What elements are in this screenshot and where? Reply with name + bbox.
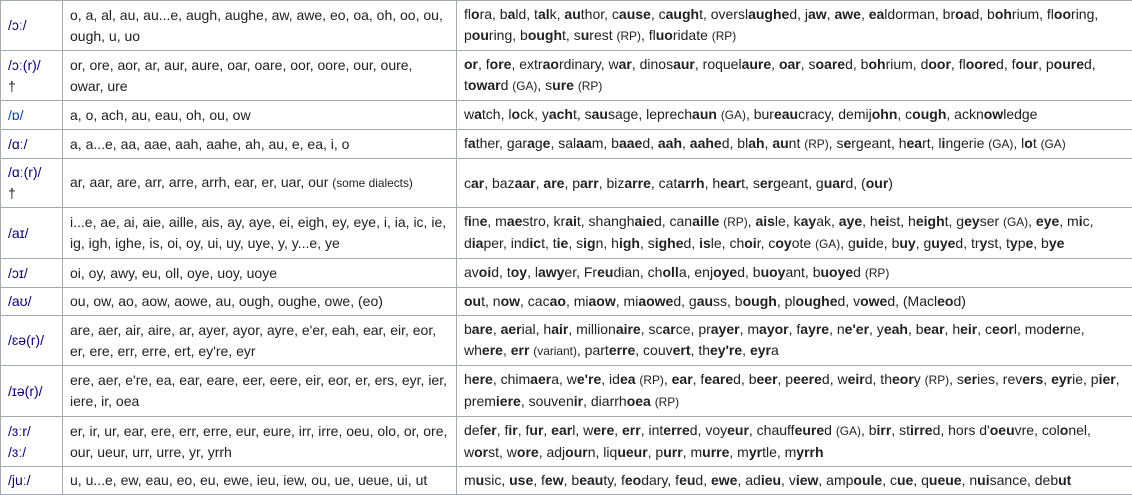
- table-row: [1, 101, 1132, 130]
- ipa-cell: [1, 1, 63, 51]
- table-row: [1, 1, 1132, 51]
- spellings-cell: or, ore, aor, ar, aur, aure, oar, oare, oor, oore, our, oure, owar, ure: [63, 51, 457, 101]
- examples-cell: watch, lock, yacht, sausage, leprechaun (GA), bureaucracy, demijohn, cough, acknowledge: [457, 101, 1132, 130]
- ipa-cell: [1, 288, 63, 316]
- ipa-cell: [1, 259, 63, 288]
- ipa-phoneme-link[interactable]: /ɜːr/: [8, 423, 31, 439]
- examples-cell: defer, fir, fur, earl, were, err, interred, voyeur, chauffeured (GA), birr, stirred, hors d'oeuvre, colonel, worst, wore, adjourn, liqueur, purr, murre, myrtle, myrrh: [457, 417, 1132, 467]
- ipa-cell: [1, 316, 63, 366]
- table-row: [1, 288, 1132, 316]
- table-row: [1, 51, 1132, 101]
- spellings-cell: ou, ow, ao, aow, aowe, au, ough, oughe, owe, (eo): [63, 288, 457, 316]
- ipa-cell: [1, 208, 63, 259]
- spellings-cell: o, a, al, au, au...e, augh, aughe, aw, awe, eo, oa, oh, oo, ou, ough, u, uo: [63, 1, 457, 51]
- spellings-cell: ar, aar, are, arr, arre, arrh, ear, er, uar, our (some dialects): [63, 159, 457, 208]
- ipa-phoneme-link[interactable]: /ɜː/: [8, 444, 26, 460]
- examples-cell: here, chimaera, we're, idea (RP), ear, feared, beer, peered, weird, theory (RP), series, revers, eyrie, pier, premiere, souvenir, diarrhoea (RP): [457, 366, 1132, 417]
- examples-cell: bare, aerial, hair, millionaire, scarce, prayer, mayor, fayre, ne'er, yeah, bear, heir, ceorl, moderne, where, err (variant), parterre, couvert, they're, eyra: [457, 316, 1132, 366]
- ipa-cell: [1, 366, 63, 417]
- examples-cell: avoid, toy, lawyer, Freudian, cholla, enjoyed, buoyant, buoyed (RP): [457, 259, 1132, 288]
- ipa-cell: [1, 51, 63, 101]
- dagger-footnote-mark: †: [8, 185, 16, 201]
- ipa-cell: [1, 130, 63, 159]
- table-row: [1, 130, 1132, 159]
- table-row: [1, 208, 1132, 259]
- spellings-cell: u, u...e, ew, eau, eo, eu, ewe, ieu, iew, ou, ue, ueue, ui, ut: [63, 467, 457, 495]
- table-row: [1, 366, 1132, 417]
- table-row: [1, 259, 1132, 288]
- ipa-cell: [1, 101, 63, 130]
- ipa-phoneme-link[interactable]: /ɪə(r)/: [8, 383, 43, 399]
- spellings-cell: ere, aer, e're, ea, ear, eare, eer, eere, eir, eor, er, ers, eyr, ier, iere, ir, oea: [63, 366, 457, 417]
- examples-cell: father, garage, salaam, baaed, aah, aahed, blah, aunt (RP), sergeant, heart, lingerie (GA), lot (GA): [457, 130, 1132, 159]
- ipa-phoneme-link[interactable]: /ɔː/: [8, 17, 27, 33]
- ipa-cell: [1, 159, 63, 208]
- table-row: [1, 159, 1132, 208]
- examples-cell: car, bazaar, are, parr, bizarre, catarrh, heart, sergeant, guard, (our): [457, 159, 1132, 208]
- examples-cell: out, now, cacao, miaow, miaowed, gauss, bough, ploughed, vowed, (Macleod): [457, 288, 1132, 316]
- ipa-phoneme-link[interactable]: /ɒ/: [8, 107, 24, 123]
- spellings-cell: oi, oy, awy, eu, oll, oye, uoy, uoye: [63, 259, 457, 288]
- ipa-phoneme-link[interactable]: /aɪ/: [8, 225, 29, 241]
- examples-cell: flora, bald, talk, author, cause, caught, overslaughed, jaw, awe, ealdorman, broad, bohrium, flooring, pouring, bought, surest (RP), fluoridate (RP): [457, 1, 1132, 51]
- examples-cell: or, fore, extraordinary, war, dinosaur, roquelaure, oar, soared, bohrium, door, floored, four, poured, toward (GA), sure (RP): [457, 51, 1132, 101]
- dagger-footnote-mark: †: [8, 78, 16, 94]
- ipa-phoneme-link[interactable]: /juː/: [8, 472, 31, 488]
- spellings-cell: i...e, ae, ai, aie, aille, ais, ay, aye, ei, eigh, ey, eye, i, ia, ic, ie, ig, igh, ighe, is, oi, oy, ui, uy, uye, y, y...e, ye: [63, 208, 457, 259]
- examples-cell: fine, maestro, krait, shanghaied, canaille (RP), aisle, kayak, aye, heist, height, geyser (GA), eye, mic, diaper, indict, tie, sign, high, sighed, isle, choir, coyote (GA), guide, buy, guyed, tryst, type, bye: [457, 208, 1132, 259]
- table-row: [1, 417, 1132, 467]
- spellings-cell: er, ir, ur, ear, ere, err, erre, eur, eure, irr, irre, oeu, olo, or, ore, our, ueur, urr, urre, yr, yrrh: [63, 417, 457, 467]
- ipa-cell: [1, 417, 63, 467]
- ipa-phoneme-link[interactable]: /ɔː(r)/: [8, 57, 41, 73]
- ipa-phoneme-link[interactable]: /ɑː(r)/: [8, 164, 41, 180]
- table-body: [1, 1, 1132, 495]
- spellings-cell: are, aer, air, aire, ar, ayer, ayor, ayre, e'er, eah, ear, eir, eor, er, ere, err, erre, ert, ey're, eyr: [63, 316, 457, 366]
- examples-cell: music, use, few, beauty, feodary, feud, ewe, adieu, view, ampoule, cue, queue, nuisance, debut: [457, 467, 1132, 495]
- spellings-cell: a, a...e, aa, aae, aah, aahe, ah, au, e, ea, i, o: [63, 130, 457, 159]
- ipa-phoneme-link[interactable]: /ɑː/: [8, 136, 27, 152]
- ipa-phoneme-link[interactable]: /ɔɪ/: [8, 265, 28, 281]
- table-row: [1, 316, 1132, 366]
- spellings-cell: a, o, ach, au, eau, oh, ou, ow: [63, 101, 457, 130]
- ipa-phoneme-link[interactable]: /aʊ/: [8, 293, 32, 309]
- ipa-phoneme-link[interactable]: /ɛə(r)/: [8, 332, 44, 348]
